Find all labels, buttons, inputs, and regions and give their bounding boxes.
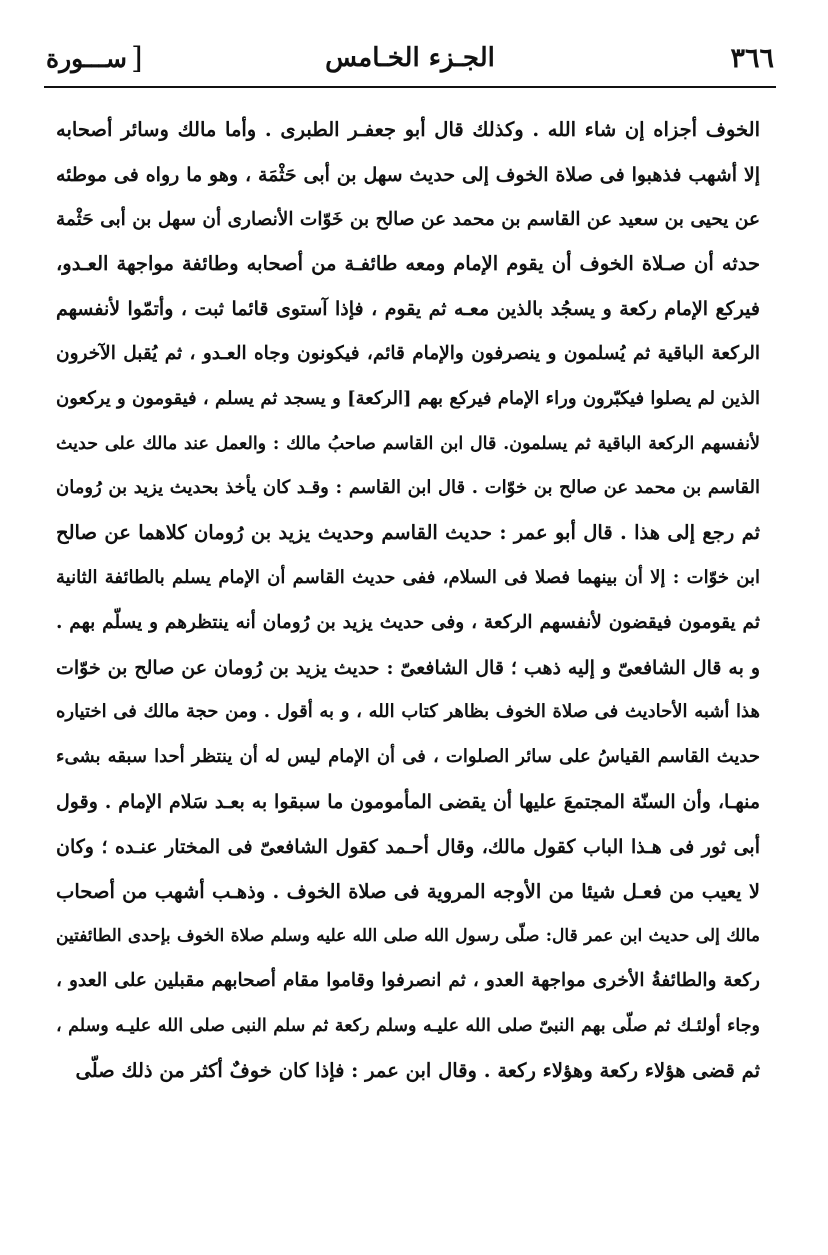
text-line: فيركع الإمام ركعة و يسجُد بالذين معـه ثم يقوم ، فإذا آستوى قائما ثبت ، وأتمّوا لأنفسهم <box>56 298 760 321</box>
text-line: ثم يقومون فيقضون لأنفسهم الركعة ، وفى حديث يزيد بن رُومان أنه ينتظرهم و يسلّم بهم . <box>56 611 760 633</box>
text-line: حديث القاسم القياسُ على سائر الصلوات ، فى أن الإمام ليس له أن ينتظر أحدا سبقه بشىء <box>56 746 760 768</box>
text-line: الذين لم يصلوا فيكبّرون وراء الإمام فيركع بهم [الركعة] و يسجد ثم يسلم ، فيقومون و يركعون <box>56 387 760 409</box>
text-line: مالك إلى حديث ابن عمر قال: صلّى رسول الله صلى الله عليه وسلم صلاة الخوف بإحدى الطائفتين <box>56 926 760 947</box>
text-line: لأنفسهم الركعة الباقية ثم يسلمون. قال ابن القاسم صاحبُ مالك : والعمل عند مالك على حديث <box>56 433 760 454</box>
body-text <box>56 108 760 1094</box>
surah-label-text: ســـورة <box>46 43 128 73</box>
text-line: الخوف أجزاه إن شاء الله . وكذلك قال أبو جعفـر الطبرى . وأما مالك وسائر أصحابه <box>56 118 760 141</box>
text-line: القاسم بن محمد عن صالح بن خوّات . قال ابن القاسم : وقـد كان يأخذ بحديث يزيد بن رُومان <box>56 477 760 499</box>
page-number: ٣٦٦ <box>730 42 774 74</box>
text-line: عن يحيى بن سعيد عن القاسم بن محمد عن صالح بن خَوّات الأنصارى أن سهل بن أبى حَثْمة <box>56 208 760 230</box>
header-rule <box>44 86 776 88</box>
page-header <box>46 36 774 80</box>
open-bracket: [ <box>131 40 143 76</box>
surah-label <box>46 41 143 76</box>
running-title: الجـزء الخـامس <box>325 43 495 73</box>
text-line: ثم رجع إلى هذا . قال أبو عمر : حديث القاسم وحديث يزيد بن رُومان كلاهما عن صالح <box>56 521 760 545</box>
text-line: إلا أشهب فذهبوا فى صلاة الخوف إلى حديث سهل بن أبى حَثْمَة ، وهو ما رواه فى موطئه <box>56 163 760 186</box>
text-line: لا يعيب من فعـل شيئا من الأوجه المروية فى صلاة الخوف . وذهـب أشهب من أصحاب <box>56 879 760 903</box>
text-line: ركعة والطائفةُ الأخرى مواجهة العدو ، ثم انصرفوا وقاموا مقام أصحابهم مقبلين على العدو ، <box>56 970 760 992</box>
text-line: ابن خوّات : إلا أن بينهما فصلا فى السلام، ففى حديث القاسم أن الإمام يسلم بالطائفة الثانية <box>56 566 760 588</box>
text-line: وجاء أولئـك ثم صلّى بهم النبىّ صلى الله عليـه وسلم ركعة ثم سلم النبى صلى الله عليـه وسلم ، <box>56 1015 760 1036</box>
text-line: ثم قضى هؤلاء ركعة وهؤلاء ركعة . وقال ابن عمر : فإذا كان خوفٌ أكثر من ذلك صلّى <box>75 1058 760 1082</box>
text-line: هذا أشبه الأحاديث فى صلاة الخوف بظاهر كتاب الله ، و به أقول . ومن حجة مالك فى اختياره <box>56 701 760 723</box>
text-line: الركعة الباقية ثم يُسلمون و ينصرفون والإمام قائم، فيكونون وجاه العـدو ، ثم يُقبل الآخرون <box>56 342 760 364</box>
text-line: منهـا، وأن السنّة المجتمعَ عليها أن يقضى المأمومون ما سبقوا به بعـد سَلام الإمام . وقول <box>56 790 760 813</box>
text-line: حدثه أن صـلاة الخوف أن يقوم الإمام ومعه طائفـة من أصحابه وطائفة مواجهة العـدو، <box>56 252 760 276</box>
text-line: أبى ثور فى هـذا الباب كقول مالك، وقال أحـمد كقول الشافعىّ فى المختار عنـده ؛ وكان <box>56 835 760 858</box>
text-line: و به قال الشافعىّ و إليه ذهب ؛ قال الشافعىّ : حديث يزيد بن رُومان عن صالح بن خوّات <box>56 656 760 679</box>
